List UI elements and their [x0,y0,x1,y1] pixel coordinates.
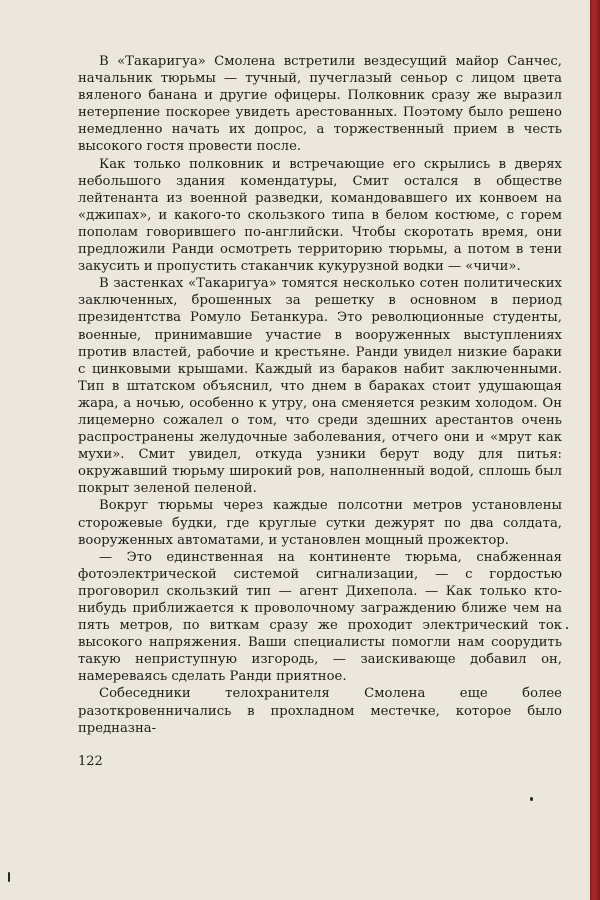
paragraph-3: В застенках «Такаригуа» томятся несколько сотен политических заключенных, брошенных за решетку в основном в период президентства Ромуло Бетанкура. Это революционные студенты, военные, принимавшие участие в вооруженных выступлениях против властей, рабочие и крестьяне. Ранди увидел низкие бараки с цинковыми крышами. Каждый из бараков набит заключенными. Тип в штатском объяснил, что днем в бараках стоит удушающая жара, а ночью, особенно к утру, она сменяется резким холодом. Он лицемерно сожалел о том, что среди здешних арестантов очень распространены желудочные заболевания, отчего они и «мрут как мухи». Смит увидел, откуда узники берут воду для питья: окружавший тюрьму широкий ров, наполненный водой, сплошь был покрыт зеленой пеленой. [78,276,562,497]
book-cover-edge [590,0,600,900]
print-speck [530,797,533,801]
print-speck [566,627,568,629]
paragraph-6: Собеседники телохранителя Смолена еще более разоткровенничались в прохладном местечке, которое было предназна- [78,686,562,736]
paragraph-1: В «Такаригуа» Смолена встретили вездесущий майор Санчес, начальник тюрьмы — тучный, пучеглазый сеньор с лицом цвета вяленого банана и другие офицеры. Полковник сразу же выразил нетерпение поскорее увидеть арестованных. Поэтому было решено немедленно начать их допрос, а торжественный прием в честь высокого гостя провести после. [78,54,562,155]
body-text [78,53,562,737]
page-number: 122 [78,754,103,769]
paragraph-4: Вокруг тюрьмы через каждые полсотни метров установлены сторожевые будки, где круглые сутки дежурят по два солдата, вооруженных автоматами, и установлен мощный прожектор. [78,498,562,548]
paragraph-5: — Это единственная на континенте тюрьма, снабженная фотоэлектрической системой сигнализации, — с гордостью проговорил скользкий тип — агент Дихепола. — Как только кто-нибудь приближается к проволочному заграждению ближе чем на пять метров, по виткам сразу же проходит электрический ток высокого напряжения. Ваши специалисты помогли нам соорудить такую неприступную изгородь, — заискивающе добавил он, намереваясь сделать Ранди приятное. [78,549,562,685]
print-speck [8,872,10,882]
paragraph-2: Как только полковник и встречающие его скрылись в дверях небольшого здания комендатуры, Смит остался в обществе лейтенанта из военной разведки, командовавшего их конвоем на «джипах», и какого-то скользкого типа в белом костюме, с горем пополам говорившего по-английски. Чтобы скоротать время, они предложили Ранди осмотреть территорию тюрьмы, а потом в тени закусить и пропустить стаканчик кукурузной водки — «чичи». [78,156,562,275]
